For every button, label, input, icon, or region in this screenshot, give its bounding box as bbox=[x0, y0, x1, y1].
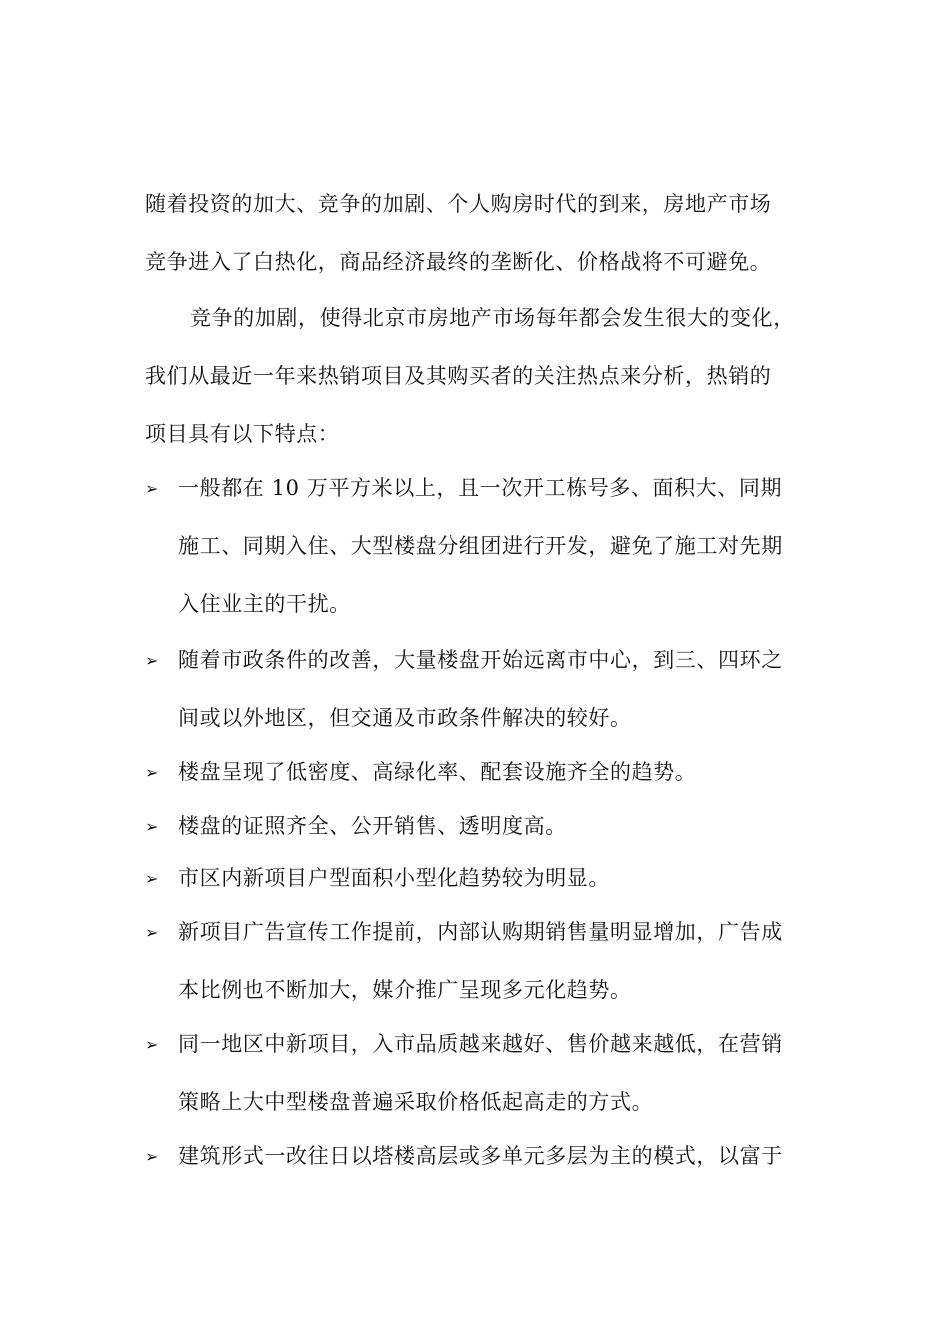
arrowhead-bullet-icon: ➢ bbox=[145, 817, 160, 836]
paragraph-2-line-2: 我们从最近一年来热销项目及其购买者的关注热点来分析，热销的 bbox=[145, 364, 772, 388]
paragraph-1-line-1: 随着投资的加大、竞争的加剧、个人购房时代的到来，房地产市场 bbox=[145, 192, 772, 216]
bullet-item-4 bbox=[145, 812, 567, 841]
bullet-item-3 bbox=[145, 758, 696, 787]
bullet-7-line-1: 同一地区中新项目，入市品质越来越好、售价越来越低，在营销 bbox=[178, 1032, 783, 1056]
bullet-7-line-2: 策略上大中型楼盘普遍采取价格低起高走的方式。 bbox=[178, 1090, 654, 1114]
bullet-6-line-2: 本比例也不断加大，媒介推广呈现多元化趋势。 bbox=[178, 978, 632, 1002]
bullet-1-line-1: 一般都在 10 万平方米以上，且一次开工栋号多、面积大、同期 bbox=[178, 476, 783, 500]
bullet-8-line-1: 建筑形式一改往日以塔楼高层或多单元多层为主的模式，以富于 bbox=[178, 1144, 783, 1168]
bullet-item-6 bbox=[145, 918, 783, 947]
paragraph-1-line-2: 竞争进入了白热化，商品经济最终的垄断化、价格战将不可避免。 bbox=[145, 250, 772, 274]
bullet-item-5 bbox=[145, 864, 610, 893]
bullet-3-line-1: 楼盘呈现了低密度、高绿化率、配套设施齐全的趋势。 bbox=[178, 760, 697, 784]
bullet-1-line-2: 施工、同期入住、大型楼盘分组团进行开发，避免了施工对先期 bbox=[178, 534, 783, 558]
arrowhead-bullet-icon: ➢ bbox=[145, 1147, 160, 1166]
arrowhead-bullet-icon: ➢ bbox=[145, 479, 160, 498]
bullet-1-line-3: 入住业主的干扰。 bbox=[178, 592, 351, 616]
bullet-5-line-1: 市区内新项目户型面积小型化趋势较为明显。 bbox=[178, 866, 610, 890]
bullet-2-line-1: 随着市政条件的改善，大量楼盘开始远离市中心，到三、四环之 bbox=[178, 648, 783, 672]
bullet-6-line-1: 新项目广告宣传工作提前，内部认购期销售量明显增加，广告成 bbox=[178, 920, 783, 944]
bullet-item-2 bbox=[145, 646, 783, 675]
arrowhead-bullet-icon: ➢ bbox=[145, 651, 160, 670]
arrowhead-bullet-icon: ➢ bbox=[145, 1035, 160, 1054]
arrowhead-bullet-icon: ➢ bbox=[145, 763, 160, 782]
bullet-item-8 bbox=[145, 1142, 783, 1171]
bullet-item-7 bbox=[145, 1030, 783, 1059]
paragraph-2-line-3: 项目具有以下特点： bbox=[145, 422, 340, 446]
paragraph-2-line-1: 竞争的加剧，使得北京市房地产市场每年都会发生很大的变化， bbox=[190, 306, 795, 330]
bullet-4-line-1: 楼盘的证照齐全、公开销售、透明度高。 bbox=[178, 814, 567, 838]
bullet-item-1 bbox=[145, 474, 782, 503]
arrowhead-bullet-icon: ➢ bbox=[145, 869, 160, 888]
bullet-2-line-2: 间或以外地区，但交通及市政条件解决的较好。 bbox=[178, 706, 632, 730]
arrowhead-bullet-icon: ➢ bbox=[145, 923, 160, 942]
